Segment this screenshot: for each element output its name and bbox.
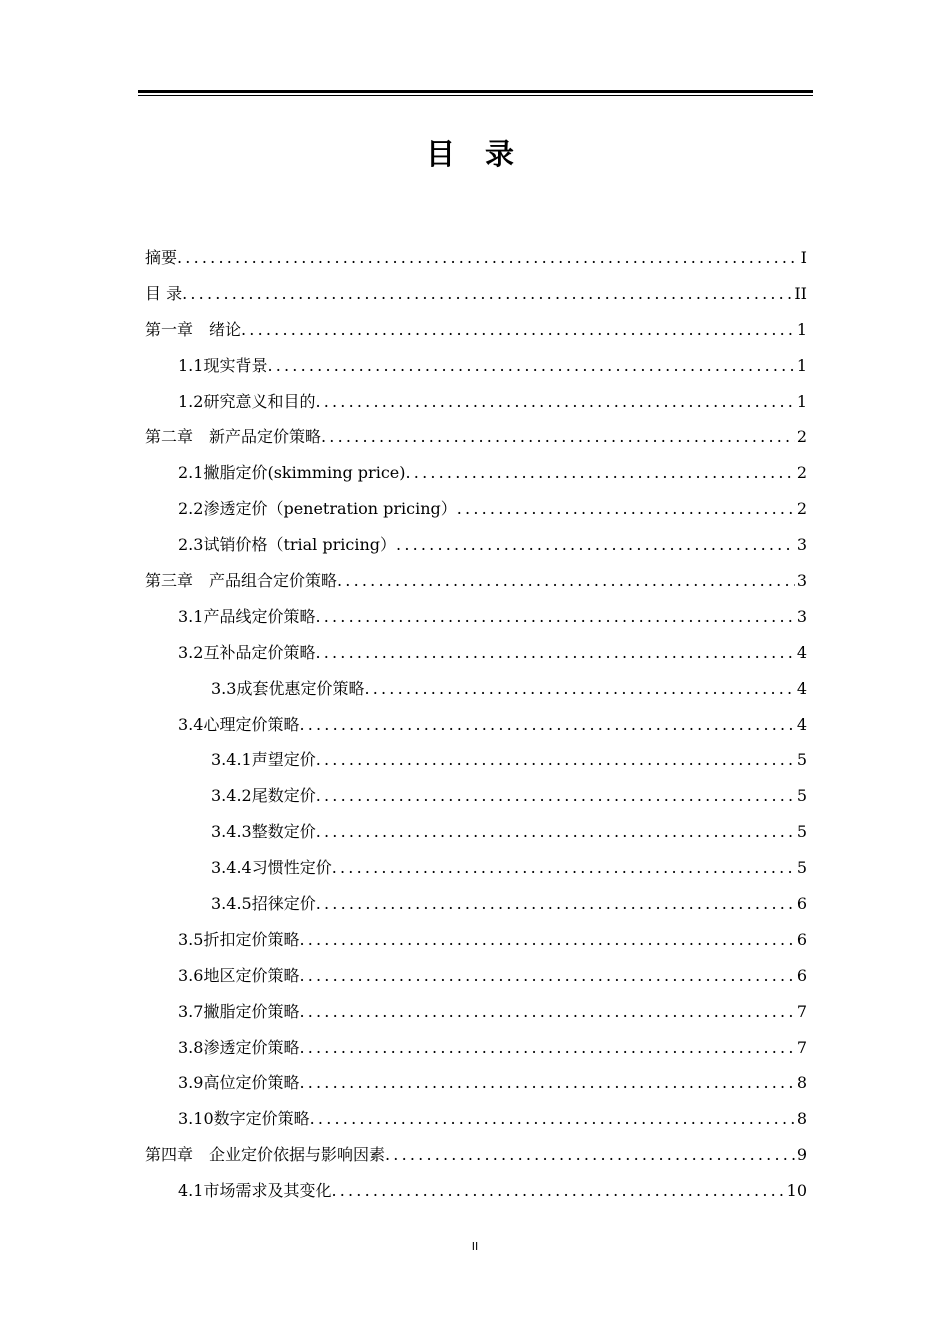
toc-entry[interactable] (145, 1030, 807, 1066)
toc-entry[interactable] (145, 312, 807, 348)
toc-dot-leader (299, 922, 794, 958)
toc-entry-page: 1 (796, 319, 807, 339)
toc-entry-label: 第四章 企业定价依据与影响因素 (145, 1145, 386, 1165)
toc-entry-label: 3.9高位定价策略 (178, 1073, 300, 1093)
toc-dot-leader (332, 850, 795, 886)
toc-entry-label: 目 录 (145, 283, 183, 303)
toc-entry-page: 4 (796, 714, 807, 734)
toc-dot-leader (267, 348, 794, 384)
toc-entry-page: 1 (796, 355, 807, 375)
toc-entry[interactable] (145, 419, 807, 455)
toc-entry[interactable] (145, 276, 807, 312)
toc-entry[interactable] (145, 1101, 807, 1137)
toc-dot-leader (241, 312, 795, 348)
toc-entry-page: 4 (796, 642, 807, 662)
toc-entry[interactable] (145, 348, 807, 384)
toc-entry-label: 3.8渗透定价策略 (178, 1037, 300, 1057)
toc-entry-label: 4.1市场需求及其变化 (178, 1181, 332, 1201)
toc-dot-leader (337, 563, 795, 599)
toc-entry-page: 3 (796, 606, 807, 626)
table-of-contents (145, 240, 807, 1209)
toc-entry-page: I (800, 248, 807, 267)
toc-entry-page: 10 (786, 1181, 807, 1201)
toc-dot-leader (316, 886, 795, 922)
toc-entry[interactable] (145, 1137, 807, 1173)
toc-entry-page: 8 (796, 1073, 807, 1093)
toc-entry-page: 4 (796, 678, 807, 698)
toc-entry[interactable] (145, 778, 807, 814)
toc-entry[interactable] (145, 958, 807, 994)
toc-entry-page: 3 (796, 535, 807, 555)
toc-entry-page: 8 (796, 1109, 807, 1129)
toc-entry-page: 2 (796, 499, 807, 519)
toc-dot-leader (177, 240, 799, 276)
toc-dot-leader (299, 707, 794, 743)
toc-entry-page: 7 (796, 1001, 807, 1021)
toc-entry-label: 3.5折扣定价策略 (178, 929, 300, 949)
toc-entry-label: 3.4心理定价策略 (178, 714, 300, 734)
toc-entry-label: 3.1产品线定价策略 (178, 606, 316, 626)
toc-entry-label: 第三章 产品组合定价策略 (145, 571, 338, 591)
toc-entry-label: 3.2互补品定价策略 (178, 642, 316, 662)
toc-dot-leader (406, 455, 795, 491)
toc-entry[interactable] (145, 563, 807, 599)
toc-entry-label: 3.4.2尾数定价 (211, 786, 316, 806)
toc-entry[interactable] (145, 814, 807, 850)
toc-entry[interactable] (145, 850, 807, 886)
header-rule-thick (138, 90, 813, 93)
toc-entry-page: II (794, 283, 807, 303)
toc-entry-page: 6 (796, 965, 807, 985)
toc-dot-leader (315, 599, 794, 635)
toc-entry-label: 3.6地区定价策略 (178, 965, 300, 985)
toc-dot-leader (310, 1101, 795, 1137)
toc-entry-label: 第二章 新产品定价策略 (145, 427, 322, 447)
toc-dot-leader (331, 1173, 784, 1209)
toc-entry-page: 6 (796, 929, 807, 949)
toc-entry-label: 3.4.5招徕定价 (211, 894, 316, 914)
toc-dot-leader (364, 671, 794, 707)
page-title: 目 录 (425, 137, 525, 171)
toc-entry-page: 7 (796, 1037, 807, 1057)
toc-dot-leader (182, 276, 792, 312)
toc-entry[interactable] (145, 455, 807, 491)
toc-entry-label: 2.3试销价格（trial pricing） (178, 535, 397, 555)
toc-entry-label: 3.7撇脂定价策略 (178, 1001, 300, 1021)
toc-dot-leader (316, 742, 795, 778)
toc-entry-label: 3.10数字定价策略 (178, 1109, 310, 1129)
toc-dot-leader (299, 1030, 794, 1066)
toc-dot-leader (299, 994, 794, 1030)
toc-entry[interactable] (145, 922, 807, 958)
toc-dot-leader (316, 814, 795, 850)
toc-entry-page: 5 (796, 750, 807, 770)
toc-entry[interactable] (145, 707, 807, 743)
toc-entry-label: 3.4.3整数定价 (211, 822, 316, 842)
toc-entry-page: 6 (796, 894, 807, 914)
toc-entry[interactable] (145, 671, 807, 707)
toc-entry-page: 3 (796, 571, 807, 591)
page-number-footer: II (471, 1240, 479, 1253)
toc-dot-leader (299, 1065, 794, 1101)
toc-entry-label: 2.1撇脂定价(skimming price) (178, 463, 406, 483)
toc-entry-label: 3.4.4习惯性定价 (211, 858, 332, 878)
toc-entry[interactable] (145, 491, 807, 527)
toc-entry-page: 5 (796, 822, 807, 842)
toc-entry-page: 2 (796, 427, 807, 447)
toc-entry[interactable] (145, 1173, 807, 1209)
toc-dot-leader (299, 958, 794, 994)
toc-dot-leader (315, 635, 794, 671)
toc-entry[interactable] (145, 635, 807, 671)
toc-entry-label: 2.2渗透定价（penetration pricing） (178, 499, 457, 519)
toc-entry[interactable] (145, 527, 807, 563)
toc-entry-label: 1.1现实背景 (178, 355, 268, 375)
toc-entry-label: 第一章 绪论 (145, 319, 242, 339)
toc-entry[interactable] (145, 1065, 807, 1101)
toc-entry-label: 1.2研究意义和目的 (178, 391, 316, 411)
toc-entry[interactable] (145, 994, 807, 1030)
toc-dot-leader (321, 419, 795, 455)
toc-entry-page: 9 (796, 1145, 807, 1165)
toc-entry-page: 5 (796, 858, 807, 878)
header-rule-thin (138, 95, 813, 96)
toc-entry[interactable] (145, 886, 807, 922)
toc-entry[interactable] (145, 240, 807, 276)
toc-dot-leader (457, 491, 795, 527)
toc-entry-label: 3.4.1声望定价 (211, 750, 316, 770)
toc-entry-page: 5 (796, 786, 807, 806)
toc-entry[interactable] (145, 599, 807, 635)
toc-dot-leader (385, 1137, 795, 1173)
toc-dot-leader (315, 384, 794, 420)
toc-dot-leader (316, 778, 795, 814)
toc-entry-page: 1 (796, 391, 807, 411)
toc-entry-label: 摘要 (145, 248, 178, 267)
toc-entry[interactable] (145, 742, 807, 778)
toc-entry-page: 2 (796, 463, 807, 483)
toc-dot-leader (396, 527, 795, 563)
toc-entry[interactable] (145, 384, 807, 420)
toc-entry-label: 3.3成套优惠定价策略 (211, 678, 365, 698)
